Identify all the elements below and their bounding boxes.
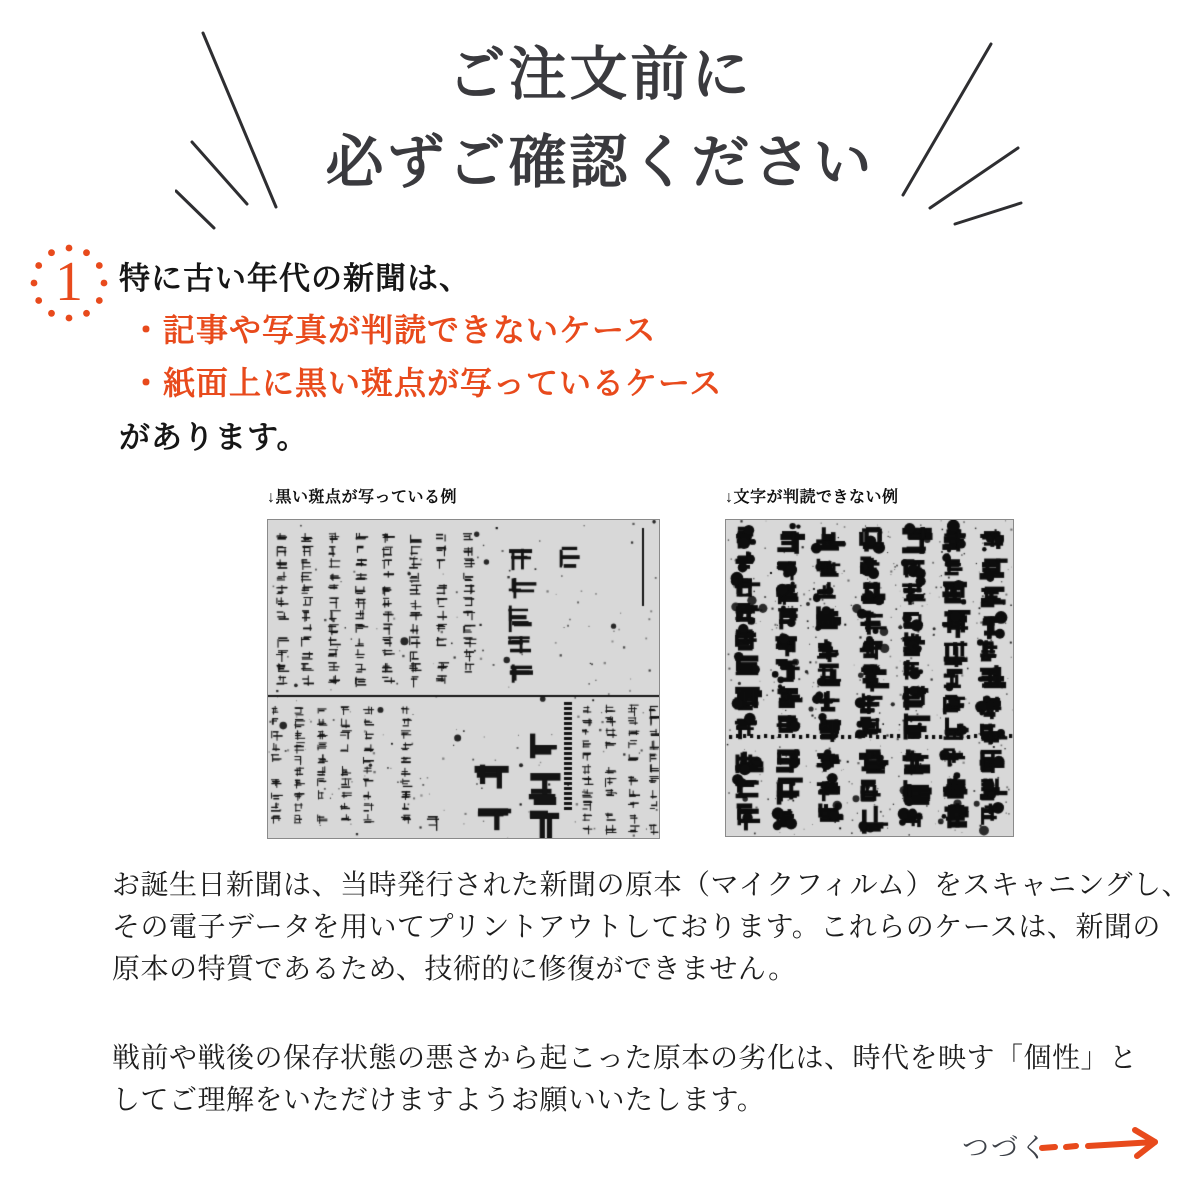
example-caption-black-spots: ↓黒い斑点が写っている例 (267, 489, 458, 506)
continue-label: つづく (962, 1133, 1049, 1163)
point-bullet-1: ・記事や写真が判読できないケース (130, 312, 657, 348)
newspaper-image-black-spots (267, 519, 660, 839)
example-figure-black-spots (267, 484, 660, 839)
body-paragraph-2 (112, 1037, 1152, 1121)
point-bullet-2: ・紙面上に黒い斑点が写っているケース (130, 365, 723, 401)
body-paragraph-1 (112, 864, 1190, 990)
point-number: 1 (55, 251, 83, 313)
point-outro-text: があります。 (119, 420, 309, 455)
paragraph-line: してご理解をいただけますようお願いいたします。 (112, 1084, 766, 1115)
point-intro-text: 特に古い年代の新聞は、 (119, 261, 471, 296)
paragraph-line: 原本の特質であるため、技術的に修復ができません。 (112, 953, 797, 984)
newspaper-image-illegible (725, 519, 1014, 837)
example-figure-illegible (725, 484, 1014, 837)
page-title-line-1: ご注文前に (447, 42, 753, 107)
paragraph-line: お誕生日新聞は、当時発行された新聞の原本（マイクフィルム）をスキャニングし、 (112, 869, 1190, 900)
example-caption-illegible: ↓文字が判読できない例 (725, 489, 899, 506)
page-title-line-2: 必ずご確認ください (325, 130, 875, 195)
title-block (0, 42, 1200, 195)
point-number-badge (26, 240, 112, 326)
paragraph-line: 戦前や戦後の保存状態の悪さから起こった原本の劣化は、時代を映す「個性」と (112, 1042, 1138, 1073)
paragraph-line: その電子データを用いてプリントアウトしております。これらのケースは、新聞の (112, 911, 1161, 942)
continue-arrow-icon (1036, 1126, 1164, 1168)
